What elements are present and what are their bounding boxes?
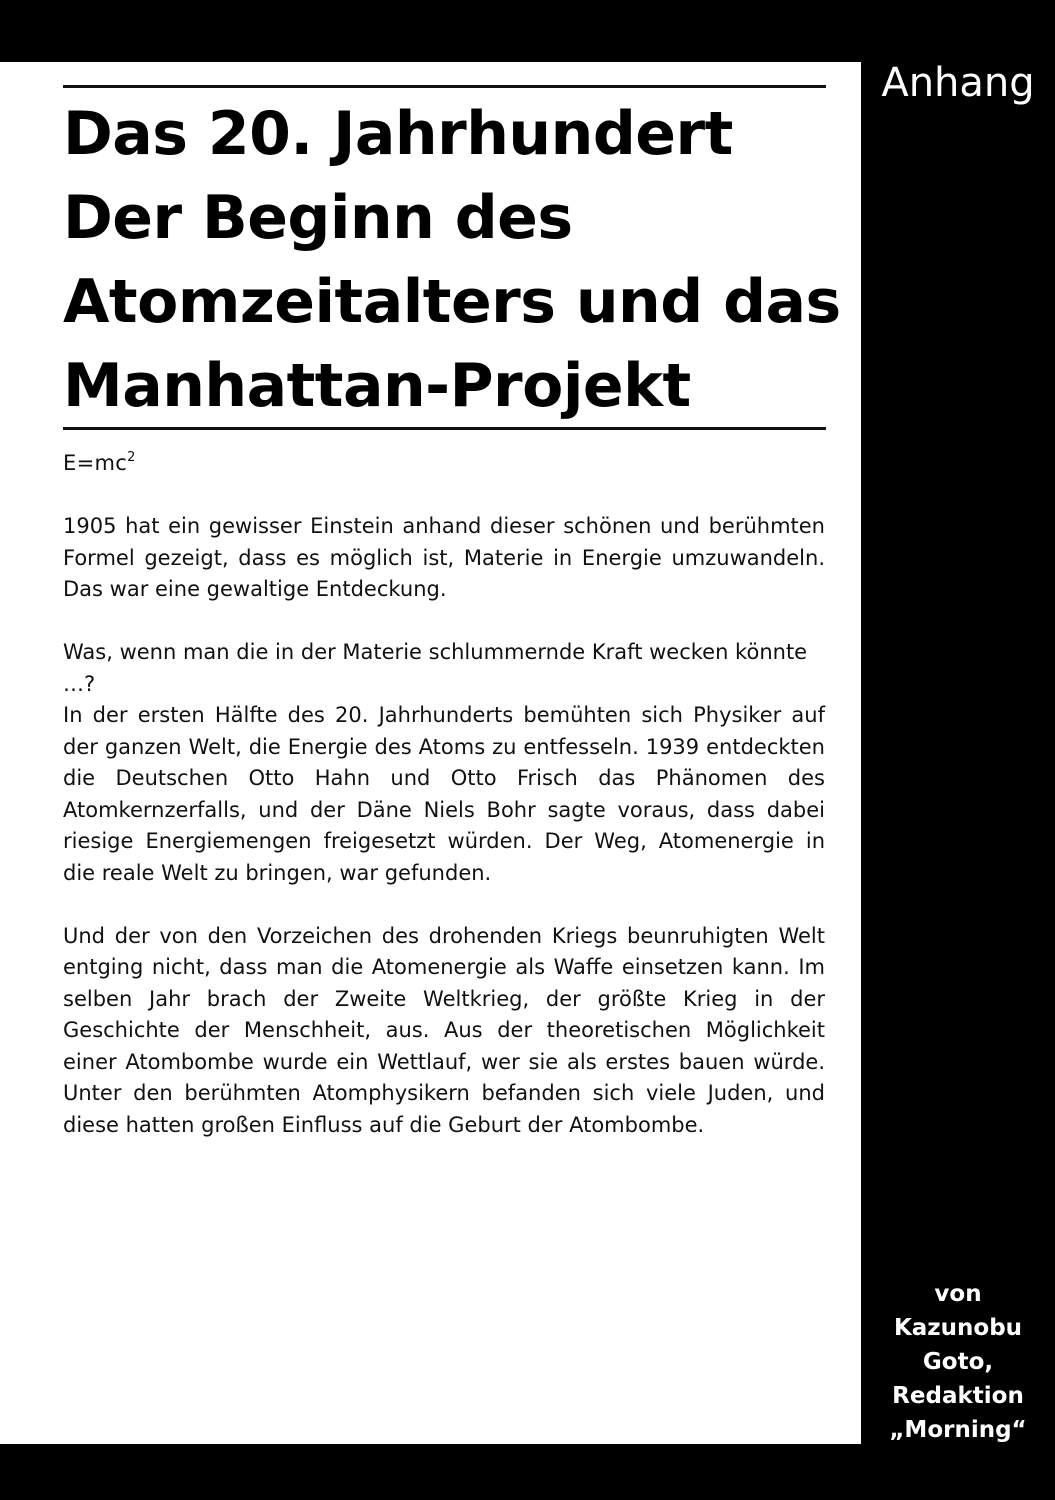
paragraph: Und der von den Vorzeichen des drohenden Kriegs beunruhigten Welt entging nicht, dass man die Atomenergie als Waffe einsetzen kann. Im selben Jahr brach der Zweite Weltkrieg, der größte Krieg in der Geschichte der Menschheit, aus. Aus der theoretischen Möglichkeit einer Atombombe wurde ein Wettlauf, wer sie als erstes bauen würde. Unter den berühmten Atomphysikern befanden sich viele Juden, und diese hatten großen Einfluss auf die Geburt der Atombombe.: [63, 923, 825, 1137]
side-panel: [861, 0, 1055, 1500]
paragraph: 1905 hat ein gewisser Einstein anhand dieser schönen und berühmten Formel gezeigt, dass es möglich ist, Materie in Energie umzuwandeln. Das war eine gewaltige Entdeckung.: [63, 514, 825, 601]
byline-line: Kazunobu: [893, 1315, 1023, 1341]
title-line: Atomzeitalters und das: [63, 267, 841, 337]
byline-line: „Morning“: [889, 1417, 1027, 1443]
byline-line: Redaktion: [892, 1383, 1024, 1409]
title-rule-top: [63, 85, 826, 88]
paragraph: Was, wenn man die in der Materie schlummernde Kraft wecken könnte …?: [63, 640, 808, 696]
page-title: [63, 92, 853, 428]
author-byline: [861, 1277, 1055, 1447]
paragraph: In der ersten Hälfte des 20. Jahrhunderts bemühten sich Physiker auf der ganzen Welt, die Energie des Atoms zu entfesseln. 1939 entdeckten die Deutschen Otto Hahn und Otto Frisch das Phänomen des Atomkernzerfalls, und der Däne Niels Bohr sagte voraus, dass dabei riesige Energiemengen freigesetzt würden. Der Weg, Atomenergie in die reale Welt zu bringen, war gefunden.: [63, 703, 825, 885]
formula-base: E=mc: [63, 451, 128, 475]
title-rule-bottom: [63, 427, 826, 430]
formula-exponent: 2: [127, 450, 136, 465]
formula: [63, 448, 825, 480]
title-line: Das 20. Jahrhundert: [63, 99, 733, 169]
title-line: Der Beginn des: [63, 183, 573, 253]
bottom-border: [0, 1444, 1055, 1500]
title-line: Manhattan-Projekt: [63, 351, 691, 421]
byline-line: von: [934, 1281, 982, 1307]
section-label: Anhang: [881, 60, 1035, 106]
byline-line: Goto,: [922, 1349, 994, 1375]
article-body: [63, 448, 825, 1173]
